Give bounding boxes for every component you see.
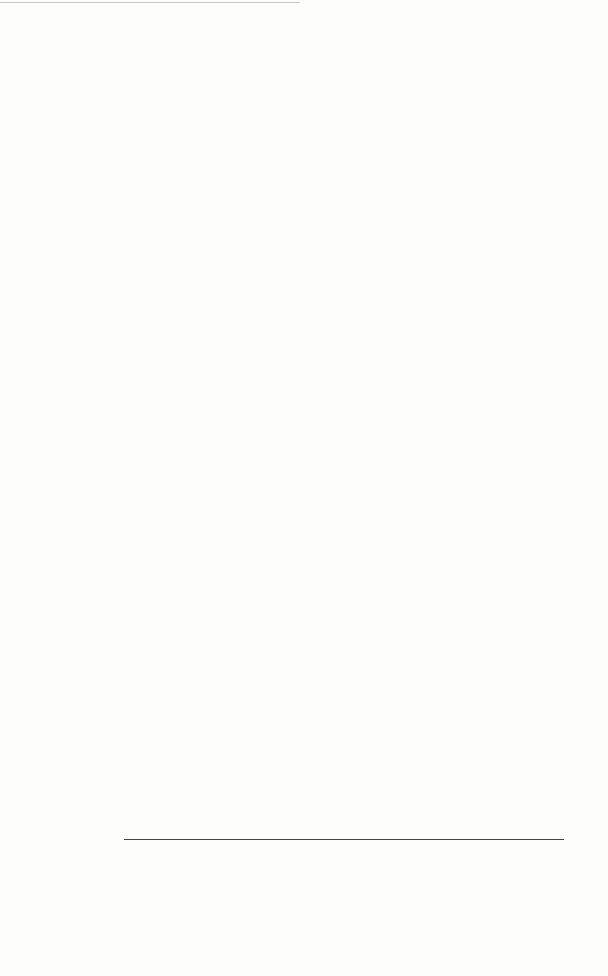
top-edge-rule — [0, 2, 300, 3]
omission-dash-row — [124, 817, 564, 819]
omission-dash-row — [124, 632, 564, 634]
omission-dash-row — [124, 566, 564, 568]
page-header — [106, 82, 496, 102]
footnote-divider — [124, 839, 564, 840]
